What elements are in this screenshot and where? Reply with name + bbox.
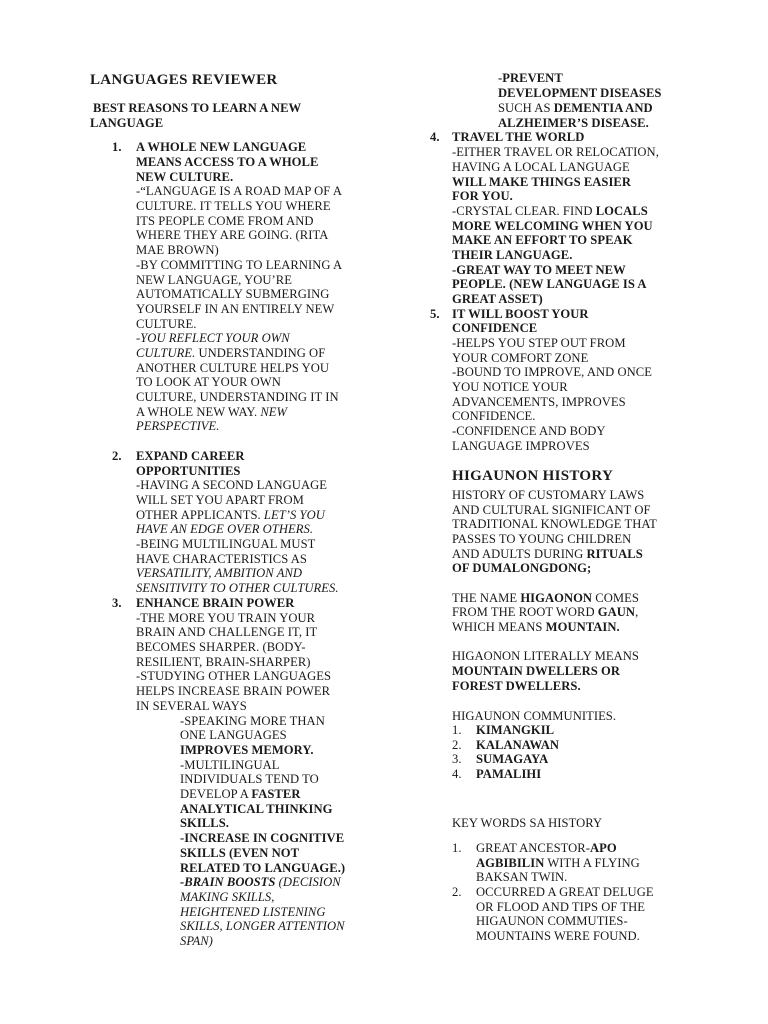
plain-span: AND ADULTS DURING: [452, 547, 587, 561]
mixed-line: [180, 787, 300, 802]
mixed-line: [452, 204, 648, 219]
italic-line: MAKING SKILLS,: [180, 890, 275, 904]
mixed-line: [452, 620, 620, 635]
item-heading: MEANS ACCESS TO A WHOLE: [136, 155, 319, 169]
bold-line: WILL MAKE THINGS EASIER: [452, 175, 632, 189]
body-line: CULTURE, UNDERSTANDING IT IN: [136, 390, 339, 404]
sub-bold-line: SKILLS.: [180, 816, 230, 830]
community-name: PAMALIHI: [476, 767, 542, 781]
plain-span: DEVELOP A: [180, 787, 252, 801]
sub-bold-line: ANALYTICAL THINKING: [180, 802, 333, 816]
italic-span: LET’S YOU: [260, 508, 325, 522]
bold-span: APO: [590, 841, 617, 855]
plain-span: WHICH MEANS: [452, 620, 546, 634]
bold-span: GAUN: [597, 605, 636, 619]
body-line: TO LOOK AT YOUR OWN: [136, 375, 281, 389]
mixed-line: [452, 591, 639, 606]
item-heading: EXPAND CAREER: [136, 449, 245, 463]
body-line: BECOMES SHARPER. (BODY-: [136, 640, 306, 654]
italic-line: HEIGHTENED LISTENING: [180, 905, 326, 919]
plain-span: THE NAME: [452, 591, 521, 605]
section-subtitle: BEST REASONS TO LEARN A NEW: [93, 101, 302, 115]
body-line: -BY COMMITTING TO LEARNING A: [136, 258, 343, 272]
body-line: HIGAUNON COMMUTIES-: [476, 914, 628, 928]
list-number: 5.: [430, 307, 440, 321]
body-line: BAKSAN TWIN.: [476, 870, 568, 884]
sub-bold-line: IMPROVES MEMORY.: [180, 743, 314, 757]
plain-span: ,: [635, 605, 639, 619]
italic-line: PERSPECTIVE.: [136, 419, 220, 433]
item-heading: ENHANCE BRAIN POWER: [136, 596, 295, 610]
item-heading: A WHOLE NEW LANGUAGE: [136, 140, 307, 154]
document-title: LANGUAGES REVIEWER: [90, 72, 278, 88]
body-line: OCCURRED A GREAT DELUGE: [476, 885, 654, 899]
list-number: 2.: [112, 449, 122, 463]
body-line: MAE BROWN): [136, 243, 219, 257]
body-line: CULTURE. IT TELLS YOU WHERE: [136, 199, 331, 213]
bold-span: DEMENTIA AND: [553, 101, 653, 115]
mixed-line: [136, 508, 325, 523]
plain-span: WITH A FLYING: [544, 856, 640, 870]
bold-line: MORE WELCOMING WHEN YOU: [452, 219, 653, 233]
body-line: WILL SET YOU APART FROM: [136, 493, 304, 507]
body-line: ITS PEOPLE COME FROM AND: [136, 214, 314, 228]
italic-span: CULTURE.: [136, 346, 196, 360]
item-heading: TRAVEL THE WORLD: [452, 130, 585, 144]
sub-body-line: INDIVIDUALS TEND TO: [180, 772, 319, 786]
italic-span: NEW: [257, 405, 288, 419]
sub-bold-line: RELATED TO LANGUAGE.): [180, 861, 346, 875]
mixed-line: [136, 346, 325, 361]
body-line: PASSES TO YOUNG CHILDREN: [452, 532, 632, 546]
body-line: IN SEVERAL WAYS: [136, 699, 247, 713]
bold-span: RITUALS: [586, 547, 643, 561]
item-heading: OPPORTUNITIES: [136, 464, 241, 478]
body-line: -HELPS YOU STEP OUT FROM: [452, 336, 626, 350]
bold-line: OF DUMALONGDONG;: [452, 561, 592, 575]
mixed-line: [476, 856, 640, 871]
mixed-line: [498, 101, 653, 116]
list-number: 2.: [452, 885, 462, 899]
body-line: HAVING A LOCAL LANGUAGE: [452, 160, 630, 174]
item-heading: CONFIDENCE: [452, 321, 538, 335]
body-line: -CONFIDENCE AND BODY: [452, 424, 606, 438]
plain-span: COMES: [592, 591, 639, 605]
body-line: LANGUAGE IMPROVES: [452, 439, 590, 453]
list-number: 3.: [112, 596, 122, 610]
plain-span: FROM THE ROOT WORD: [452, 605, 598, 619]
bold-span: MOUNTAIN.: [545, 620, 620, 634]
body-line: -“LANGUAGE IS A ROAD MAP OF A: [136, 184, 342, 198]
body-line: AND CULTURAL SIGNIFICANT OF: [452, 503, 651, 517]
list-number: 1.: [112, 140, 122, 154]
body-line: HISTORY OF CUSTOMARY LAWS: [452, 488, 645, 502]
mixed-line: [476, 841, 617, 856]
body-line: DEVELOPMENT DISEASES: [498, 86, 662, 100]
body-line: HIGAONON LITERALLY MEANS: [452, 649, 639, 663]
body-line: YOUR COMFORT ZONE: [452, 351, 589, 365]
list-number: 1.: [452, 841, 462, 855]
body-line: KEY WORDS SA HISTORY: [452, 816, 603, 830]
bold-span: AGBIBILIN: [476, 856, 545, 870]
list-number: 4.: [430, 130, 440, 144]
body-line: -BEING MULTILINGUAL MUST: [136, 537, 316, 551]
mixed-line: [452, 605, 638, 620]
list-number: 3.: [452, 752, 462, 766]
sub-body-line: -MULTILINGUAL: [180, 758, 280, 772]
italic-line: SKILLS, LONGER ATTENTION: [180, 919, 345, 933]
bold-line: ALZHEIMER’S DISEASE.: [498, 116, 649, 130]
mixed-line: [136, 405, 287, 420]
bold-span: HIGAONON: [520, 591, 593, 605]
body-line: -THE MORE YOU TRAIN YOUR: [136, 611, 316, 625]
bold-line: THEIR LANGUAGE.: [452, 248, 573, 262]
mixed-line: [180, 875, 341, 890]
item-heading: NEW CULTURE.: [136, 170, 234, 184]
italic-line: -YOU REFLECT YOUR OWN: [136, 331, 290, 345]
bold-span: FASTER: [251, 787, 301, 801]
sub-body-line: ONE LANGUAGES: [180, 728, 287, 742]
section-subtitle: LANGUAGE: [90, 116, 164, 130]
list-number: 1.: [452, 723, 462, 737]
body-line: BRAIN AND CHALLENGE IT, IT: [136, 625, 318, 639]
plain-span: UNDERSTANDING OF: [195, 346, 326, 360]
body-line: ANOTHER CULTURE HELPS YOU: [136, 361, 330, 375]
bold-line: GREAT ASSET): [452, 292, 543, 306]
body-line: -EITHER TRAVEL OR RELOCATION,: [452, 145, 659, 159]
body-line: HELPS INCREASE BRAIN POWER: [136, 684, 331, 698]
italic-line: HAVE AN EDGE OVER OTHERS.: [136, 522, 314, 536]
italic-line: SENSITIVITY TO OTHER CULTURES.: [136, 581, 339, 595]
section-title: HIGAUNON HISTORY: [452, 468, 614, 484]
body-line: YOU NOTICE YOUR: [452, 380, 568, 394]
body-line: NEW LANGUAGE, YOU’RE: [136, 273, 292, 287]
bold-line: -GREAT WAY TO MEET NEW: [452, 263, 626, 277]
item-heading: IT WILL BOOST YOUR: [452, 307, 589, 321]
bold-italic-span: -BRAIN BOOSTS: [180, 875, 276, 889]
sub-bold-line: SKILLS (EVEN NOT: [180, 846, 300, 860]
body-line: -HAVING A SECOND LANGUAGE: [136, 478, 327, 492]
bold-span: LOCALS: [595, 204, 648, 218]
italic-line: VERSATILITY, AMBITION AND: [136, 566, 303, 580]
body-line: -BOUND TO IMPROVE, AND ONCE: [452, 365, 652, 379]
body-line: TRADITIONAL KNOWLEDGE THAT: [452, 517, 657, 531]
body-line: HAVE CHARACTERISTICS AS: [136, 552, 307, 566]
community-name: KIMANGKIL: [476, 723, 555, 737]
body-line: MOUNTAINS WERE FOUND.: [476, 929, 640, 943]
list-number: 2.: [452, 738, 462, 752]
body-line: YOURSELF IN AN ENTIRELY NEW: [136, 302, 335, 316]
sub-bold-line: -INCREASE IN COGNITIVE: [180, 831, 345, 845]
community-name: SUMAGAYA: [476, 752, 549, 766]
body-line: ADVANCEMENTS, IMPROVES: [452, 395, 626, 409]
body-line: HIGAUNON COMMUNITIES.: [452, 709, 617, 723]
bold-line: FOR YOU.: [452, 189, 513, 203]
body-line: RESILIENT, BRAIN-SHARPER): [136, 655, 311, 669]
plain-span: OTHER APPLICANTS.: [136, 508, 261, 522]
body-line: -STUDYING OTHER LANGUAGES: [136, 669, 332, 683]
list-number: 4.: [452, 767, 462, 781]
plain-span: GREAT ANCESTOR-: [476, 841, 590, 855]
body-line: AUTOMATICALLY SUBMERGING: [136, 287, 330, 301]
sub-body-line: -SPEAKING MORE THAN: [180, 714, 325, 728]
body-line: CONFIDENCE.: [452, 409, 536, 423]
italic-span: (DECISION: [275, 875, 341, 889]
plain-span: SUCH AS: [498, 101, 554, 115]
bold-line: FOREST DWELLERS.: [452, 679, 581, 693]
body-line: -PREVENT: [498, 71, 563, 85]
italic-line: SPAN): [180, 934, 213, 948]
plain-span: -CRYSTAL CLEAR. FIND: [452, 204, 596, 218]
plain-span: A WHOLE NEW WAY.: [136, 405, 258, 419]
community-name: KALANAWAN: [476, 738, 560, 752]
bold-line: MAKE AN EFFORT TO SPEAK: [452, 233, 633, 247]
body-line: CULTURE.: [136, 317, 197, 331]
bold-line: PEOPLE. (NEW LANGUAGE IS A: [452, 277, 647, 291]
bold-line: MOUNTAIN DWELLERS OR: [452, 664, 621, 678]
body-line: WHERE THEY ARE GOING. (RITA: [136, 228, 329, 242]
mixed-line: [452, 547, 643, 562]
body-line: OR FLOOD AND TIPS OF THE: [476, 900, 646, 914]
